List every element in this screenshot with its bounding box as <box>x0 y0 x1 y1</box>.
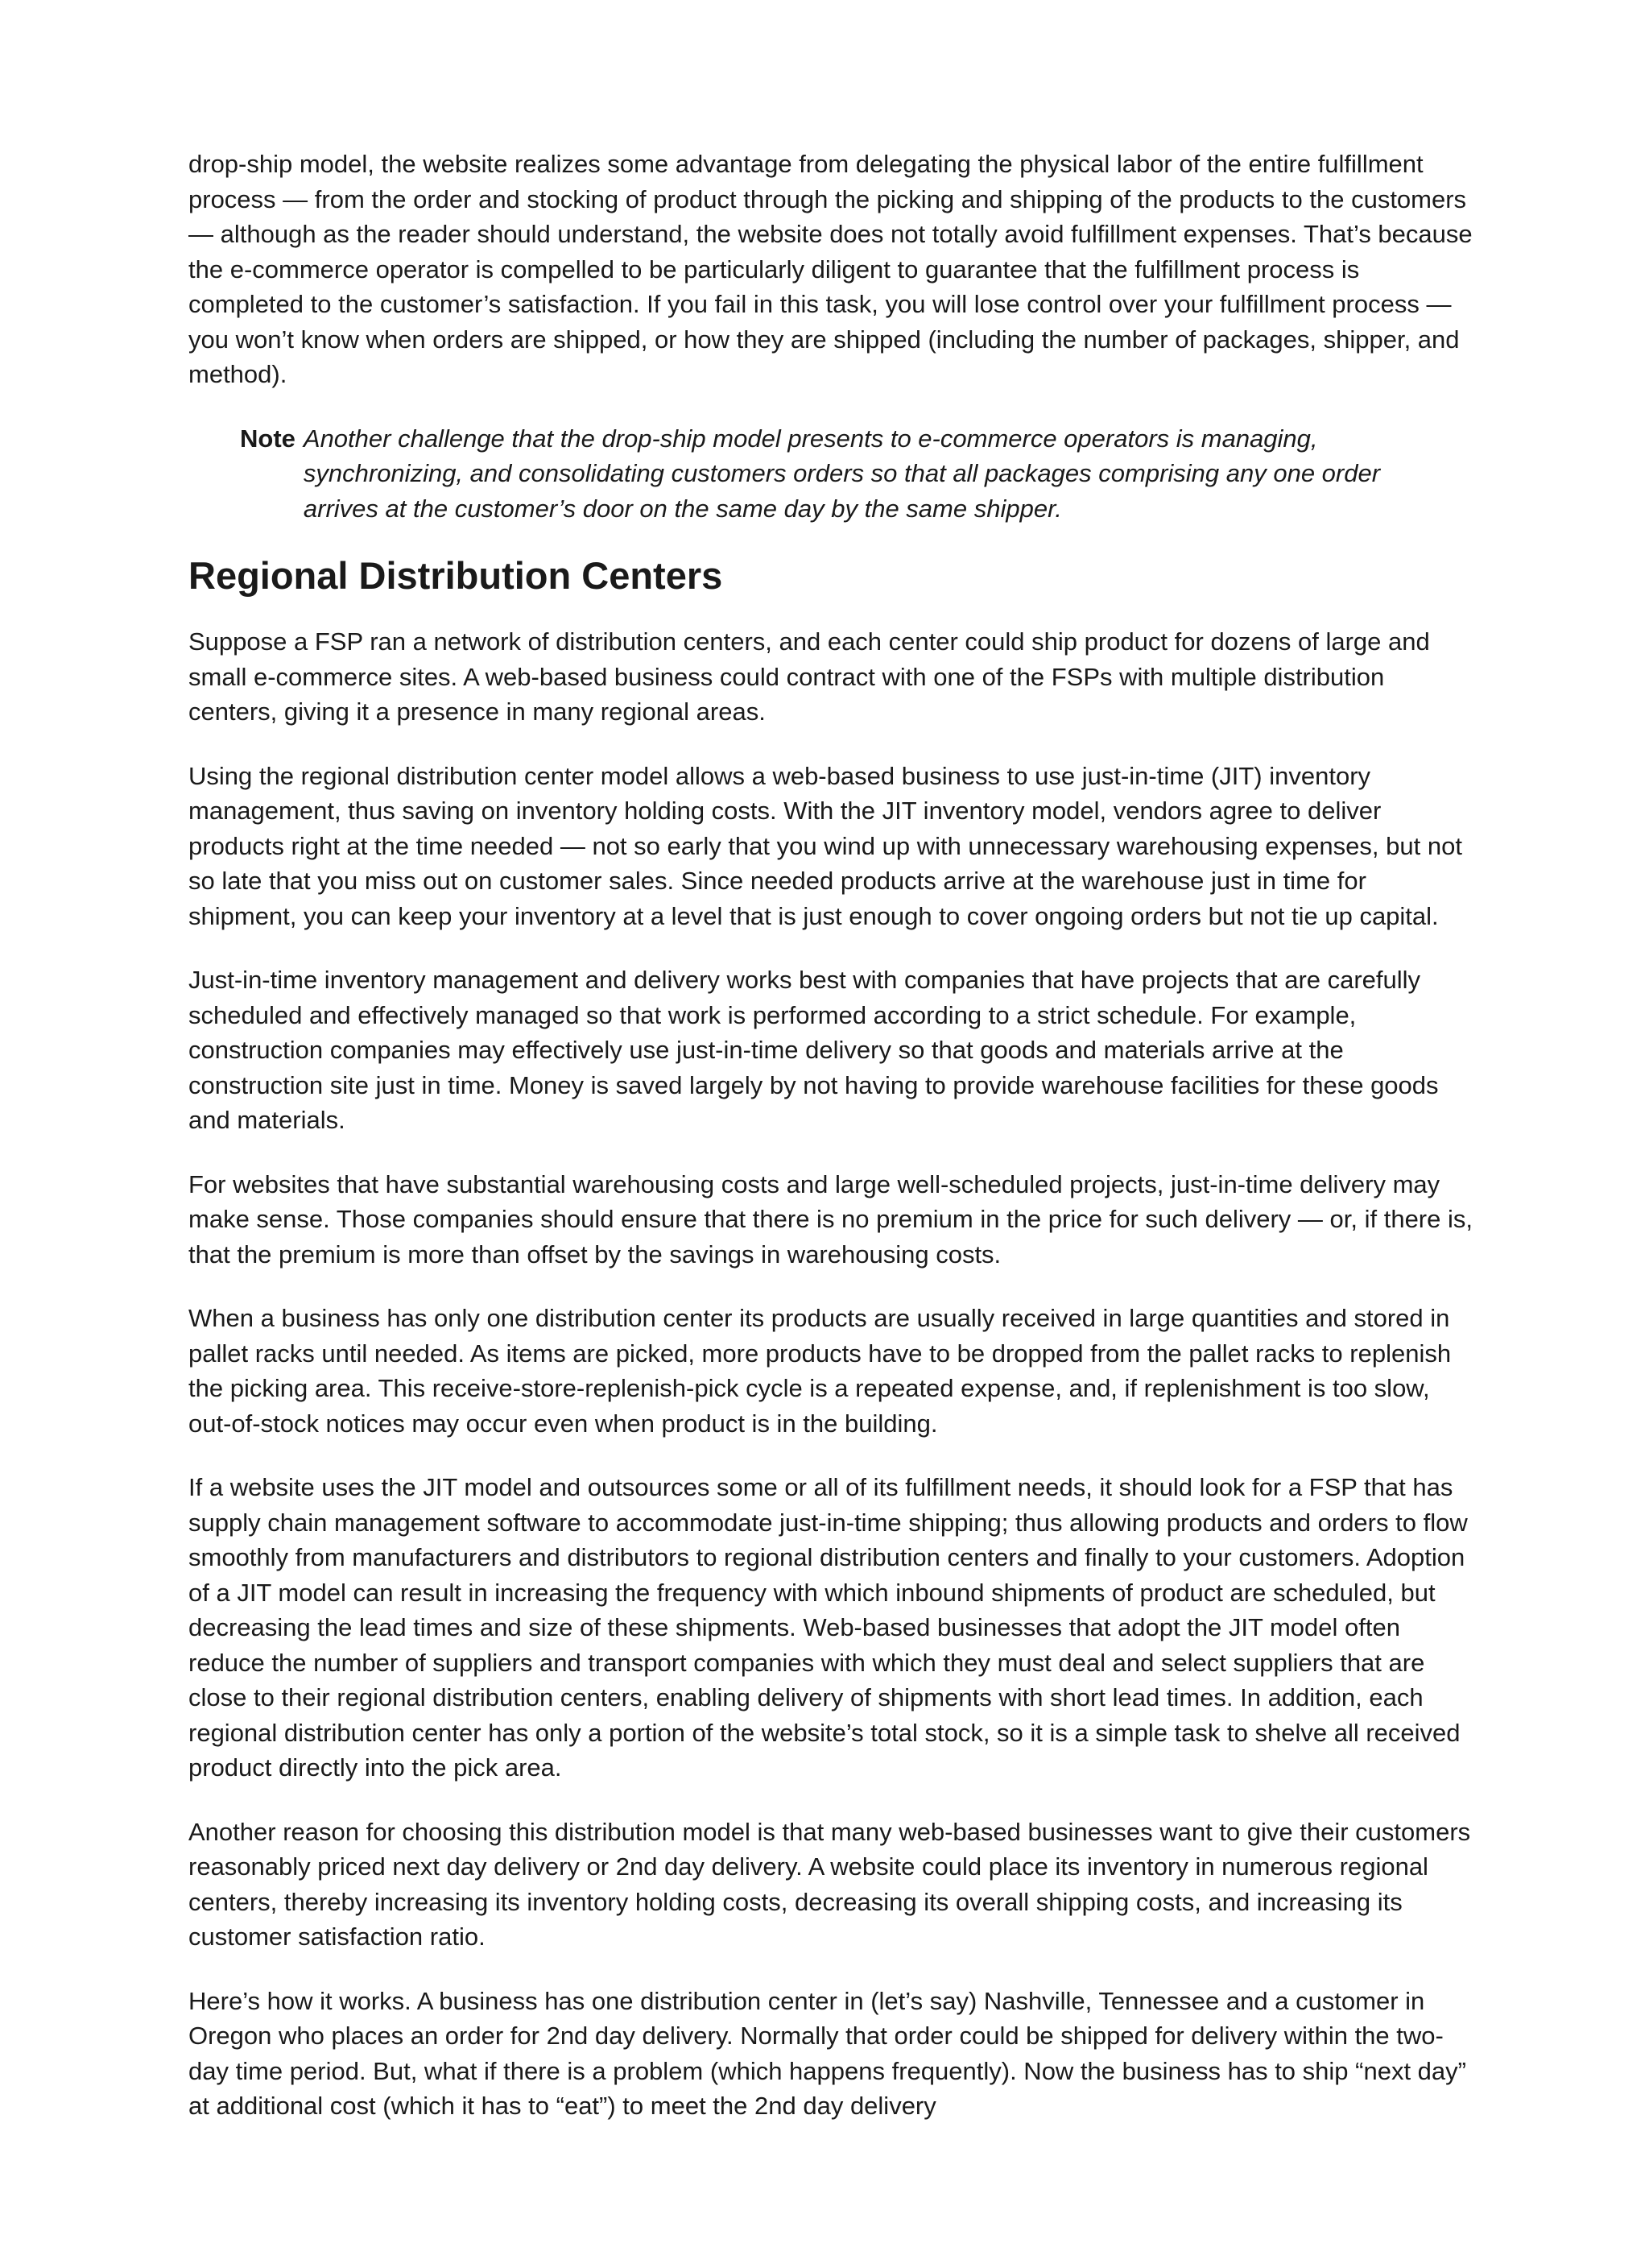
intro-paragraph: drop-ship model, the website realizes some advantage from delegating the physical labor of the entire fulfillment process — from the order and stocking of product through the picking and shipping of the products to the customers — although as the reader should understand, the website does not totally avoid fulfillment expenses. That’s because the e-commerce operator is compelled to be particularly diligent to guarantee that the fulfillment process is completed to the customer’s satisfaction. If you fail in this task, you will lose control over your fulfillment process — you won’t know when orders are shipped, or how they are shipped (including the number of packages, shipper, and method). <box>188 150 1473 388</box>
body-paragraph: Here’s how it works. A business has one distribution center in (let’s say) Nashville, Tennessee and a customer in Oregon who places an order for 2nd day delivery. Normally that order could be shipped for delivery within the two-day time period. But, what if there is a problem (which happens frequently). Now the business has to ship “next day” at additional cost (which it has to “eat”) to meet the 2nd day delivery <box>188 1986 1466 2120</box>
note-label: Note <box>240 424 295 453</box>
note-callout <box>240 421 1477 527</box>
section-heading: Regional Distribution Centers <box>188 554 723 597</box>
body-paragraph: If a website uses the JIT model and outsources some or all of its fulfillment needs, it should look for a FSP that has supply chain management software to accommodate just-in-time shipping; thus allowing products and orders to flow smoothly from manufacturers and distributors to regional distribution centers and finally to your customers. Adoption of a JIT model can result in increasing the frequency with which inbound shipments of product are scheduled, but decreasing the lead times and size of these shipments. Web-based businesses that adopt the JIT model often reduce the number of suppliers and transport companies with which they must deal and select suppliers that are close to their regional distribution centers, enabling delivery of shipments with short lead times. In addition, each regional distribution center has only a portion of the website’s total stock, so it is a simple task to shelve all received product directly into the pick area. <box>188 1473 1468 1782</box>
body-paragraph: Just-in-time inventory management and delivery works best with companies that have projects that are carefully scheduled and effectively managed so that work is performed according to a strict schedule. For example, construction companies may effectively use just-in-time delivery so that goods and materials arrive at the construction site just in time. Money is saved largely by not having to provide warehouse facilities for these goods and materials. <box>188 966 1439 1134</box>
document-page <box>188 147 1477 2153</box>
body-paragraph: Suppose a FSP ran a network of distribution centers, and each center could ship product for dozens of large and small e-commerce sites. A web-based business could contract with one of the FSPs with multiple distribution centers, giving it a presence in many regional areas. <box>188 627 1430 726</box>
body-paragraph: Another reason for choosing this distribution model is that many web-based businesses want to give their customers reasonably priced next day delivery or 2nd day delivery. A website could place its inventory in numerous regional centers, thereby increasing its inventory holding costs, decreasing its overall shipping costs, and increasing its customer satisfaction ratio. <box>188 1817 1471 1951</box>
body-paragraph: For websites that have substantial warehousing costs and large well-scheduled projects, just-in-time delivery may make sense. Those companies should ensure that there is no premium in the price for such delivery — or, if there is, that the premium is more than offset by the savings in warehousing costs. <box>188 1169 1473 1269</box>
note-text: Another challenge that the drop-ship model presents to e-commerce operators is managing, synchronizing, and consolidating customers orders so that all packages comprising any one order arrives at the customer’s door on the same day by the same shipper. <box>303 424 1381 523</box>
body-paragraph: When a business has only one distribution center its products are usually received in large quantities and stored in pallet racks until needed. As items are picked, more products have to be dropped from the pallet racks to replenish the picking area. This receive-store-replenish-pick cycle is a repeated expense, and, if replenishment is too slow, out-of-stock notices may occur even when product is in the building. <box>188 1304 1452 1438</box>
body-paragraph: Using the regional distribution center model allows a web-based business to use just-in-time (JIT) inventory management, thus saving on inventory holding costs. With the JIT inventory model, vendors agree to deliver products right at the time needed — not so early that you wind up with unnecessary warehousing expenses, but not so late that you miss out on customer sales. Since needed products arrive at the warehouse just in time for shipment, you can keep your inventory at a level that is just enough to cover ongoing orders but not tie up capital. <box>188 761 1462 930</box>
